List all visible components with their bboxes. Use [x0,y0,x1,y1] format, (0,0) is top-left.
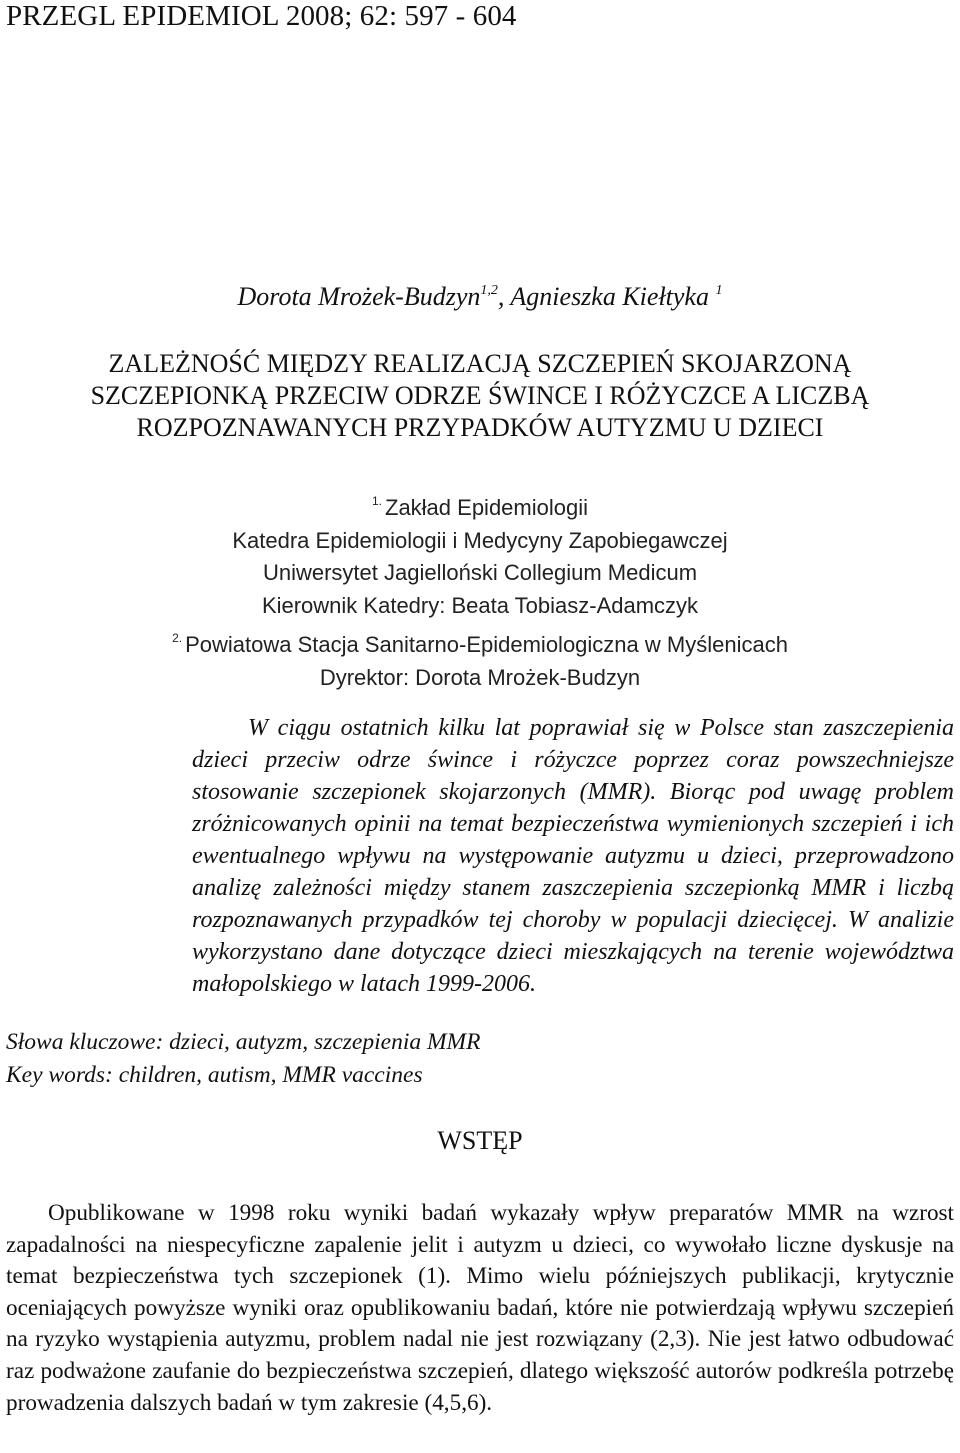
title-line: SZCZEPIONKĄ PRZECIW ODRZE ŚWINCE I RÓŻYCZCE A LICZBĄ [90,381,870,410]
article-title [0,348,960,444]
author-name: Agnieszka Kiełtyka [510,282,709,311]
keywords-polish: Słowa kluczowe: dzieci, autyzm, szczepienia MMR [6,1029,481,1055]
author-line [0,282,960,312]
author-affiliation-marker: 1 [715,283,723,298]
keywords [6,1026,480,1092]
body-text [6,1198,954,1419]
abstract-text: W ciągu ostatnich kilku lat poprawiał się w Polsce stan zaszczepienia dzieci przeciw odrze śwince i różyczce poprzez coraz powszechniejsze stosowanie szczepionek skojarzonych (MMR). Biorąc pod uwagę problem zróżnicowanych opinii na temat bezpieczeństwa wymienionych szczepień i ich ewentualnego wpływu na występowanie autyzmu u dzieci, przeprowadzono analizę zależności między stanem zaszczepienia szczepionką MMR i liczbą rozpoznawanych przypadków tej choroby w populacji dziecięcej. W analizie wykorzystano dane dotyczące dzieci mieszkających na terenie województwa małopolskiego w latach 1999-2006. [192,715,954,997]
author-name: Dorota Mrożek-Budzyn [237,282,481,311]
abstract [192,712,954,1000]
journal-citation: PRZEGL EPIDEMIOL 2008; 62: 597 - 604 [6,0,517,32]
affiliation-line [0,485,960,525]
affiliation-line: Dyrektor: Dorota Mrożek-Budzyn [319,664,641,690]
affiliation-line: Kierownik Katedry: Beata Tobiasz-Adamczyk [261,592,699,618]
affiliation-marker: 1. [371,494,382,508]
affiliation-line [0,622,960,662]
affiliation-unit: Powiatowa Stacja Sanitarno-Epidemiologiczna w Myślenicach [185,632,788,657]
author-affiliation-marker: 1,2 [480,283,498,298]
affiliation-line: Uniwersytet Jagielloński Collegium Medicum [262,560,698,585]
title-line: ZALEŻNOŚĆ MIĘDZY REALIZACJĄ SZCZEPIEŃ SKOJARZONĄ [108,349,852,378]
author-separator: , [497,282,511,311]
affiliation-unit: Zakład Epidemiologii [385,495,588,520]
affiliation-marker: 2. [172,631,183,645]
affiliations [0,485,960,694]
keywords-english: Key words: children, autism, MMR vaccines [6,1062,423,1088]
intro-paragraph: Opublikowane w 1998 roku wyniki badań wykazały wpływ preparatów MMR na wzrost zapadalności na niespecyficzne zapalenie jelit i autyzm u dzieci, co wywołało liczne dyskusje na temat bezpieczeństwa tych szczepionek (1). Mimo wielu późniejszych publikacji, krytycznie oceniających powyższe wyniki oraz opublikowaniu badań, które nie potwierdzają wpływu szczepień na ryzyko wystąpienia autyzmu, problem nadal nie jest rozwiązany (2,3). Nie jest łatwo odbudować raz podważone zaufanie do bezpieczeństwa szczepień, dlatego większość autorów podkreśla potrzebę prowadzenia dalszych badań w tym zakresie (4,5,6). [6,1200,954,1416]
title-line: ROZPOZNAWANYCH PRZYPADKÓW AUTYZMU U DZIECI [136,413,824,442]
section-heading: WSTĘP [437,1126,523,1155]
affiliation-line: Katedra Epidemiologii i Medycyny Zapobiegawczej [232,527,728,553]
